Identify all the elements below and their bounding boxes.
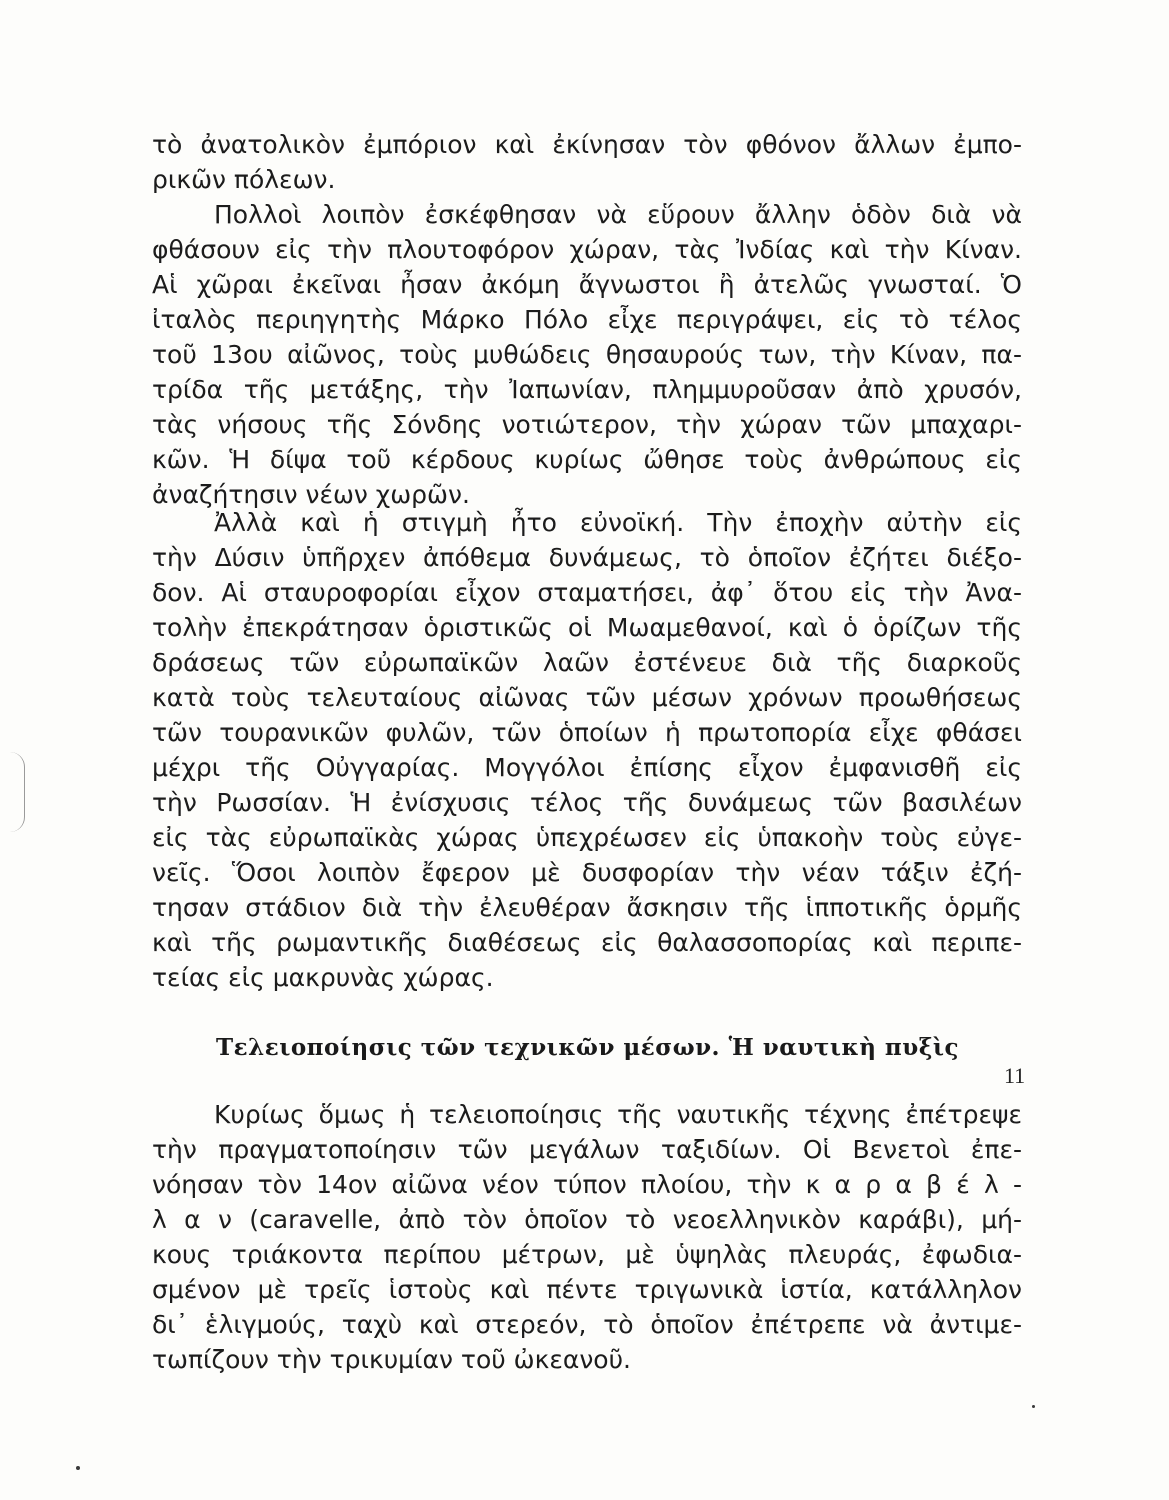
text-line: φθάσουν εἰς τὴν πλουτοφόρον χώραν, τὰς Ἰνδίας καὶ τὴν Κίναν. bbox=[152, 235, 1022, 264]
paragraph-4 bbox=[152, 1097, 1022, 1377]
text-line: τρίδα τῆς μετάξης, τὴν Ἰαπωνίαν, πλημμυροῦσαν ἀπὸ χρυσόν, bbox=[152, 375, 1022, 404]
scan-dust-mark bbox=[76, 1466, 80, 1470]
text-line: Πολλοὶ λοιπὸν ἐσκέφθησαν νὰ εὕρουν ἄλλην ὁδὸν διὰ νὰ bbox=[214, 200, 1022, 229]
text-line: ἀναζήτησιν νέων χωρῶν. bbox=[152, 480, 470, 509]
page-number: 11 bbox=[1004, 1063, 1026, 1088]
paragraph-3 bbox=[152, 505, 1022, 995]
text-line: ἰταλὸς περιηγητὴς Μάρκο Πόλο εἶχε περιγράψει, εἰς τὸ τέλος bbox=[152, 305, 1022, 334]
text-line: ρικῶν πόλεων. bbox=[152, 165, 336, 194]
text-line: κους τριάκοντα περίπου μέτρων, μὲ ὑψηλὰς πλευράς, ἐφωδια- bbox=[152, 1240, 1022, 1269]
text-line: Αἱ χῶραι ἐκεῖναι ἦσαν ἀκόμη ἄγνωστοι ἢ ἀτελῶς γνωσταί. Ὁ bbox=[152, 270, 1022, 299]
text-line: νεῖς. Ὅσοι λοιπὸν ἔφερον μὲ δυσφορίαν τὴν νέαν τάξιν ἐζή- bbox=[152, 858, 1022, 887]
text-line: τὴν πραγματοποίησιν τῶν μεγάλων ταξιδίων. Οἱ Βενετοὶ ἐπε- bbox=[152, 1135, 1022, 1164]
scan-dust-mark bbox=[1032, 1405, 1035, 1408]
text-line: Ἀλλὰ καὶ ἡ στιγμὴ ἦτο εὐνοϊκή. Τὴν ἐποχὴν αὐτὴν εἰς bbox=[214, 508, 1022, 537]
text-line: κατὰ τοὺς τελευταίους αἰῶνας τῶν μέσων χρόνων προωθήσεως bbox=[152, 683, 1022, 712]
text-line: κῶν. Ἡ δίψα τοῦ κέρδους κυρίως ὤθησε τοὺς ἀνθρώπους εἰς bbox=[152, 445, 1022, 474]
text-line: τωπίζουν τὴν τρικυμίαν τοῦ ὠκεανοῦ. bbox=[152, 1345, 632, 1374]
text-line: δράσεως τῶν εὐρωπαϊκῶν λαῶν ἐστένευε διὰ τῆς διαρκοῦς bbox=[152, 648, 1022, 677]
text-line: μέχρι τῆς Οὐγγαρίας. Μογγόλοι ἐπίσης εἶχον ἐμφανισθῆ εἰς bbox=[152, 753, 1022, 782]
section-heading: Τελειοποίησις τῶν τεχνικῶν μέσων. Ἡ ναυτικὴ πυξὶς bbox=[216, 1034, 959, 1061]
text-line: λ α ν (caravelle, ἀπὸ τὸν ὁποῖον τὸ νεοελληνικὸν καράβι), μή- bbox=[152, 1205, 1022, 1234]
text-line: τολὴν ἐπεκράτησαν ὁριστικῶς οἱ Μωαμεθανοί, καὶ ὁ ὁρίζων τῆς bbox=[152, 613, 1022, 642]
text-line: τὸ ἀνατολικὸν ἐμπόριον καὶ ἐκίνησαν τὸν φθόνον ἄλλων ἐμπο- bbox=[152, 130, 1022, 159]
text-line: τησαν στάδιον διὰ τὴν ἐλευθέραν ἄσκησιν τῆς ἱπποτικῆς ὁρμῆς bbox=[152, 893, 1022, 922]
text-line: δι᾿ ἑλιγμούς, ταχὺ καὶ στερεόν, τὸ ὁποῖον ἐπέτρεπε νὰ ἀντιμε- bbox=[152, 1310, 1022, 1339]
text-line: τοῦ 13ου αἰῶνος, τοὺς μυθώδεις θησαυρούς των, τὴν Κίναν, πα- bbox=[152, 340, 1022, 369]
text-line: εἰς τὰς εὐρωπαϊκὰς χώρας ὑπεχρέωσεν εἰς ὑπακοὴν τοὺς εὐγε- bbox=[152, 823, 1022, 852]
text-line: τὴν Ρωσσίαν. Ἡ ἐνίσχυσις τέλος τῆς δυνάμεως τῶν βασιλέων bbox=[152, 788, 1022, 817]
text-line: τὰς νήσους τῆς Σόνδης νοτιώτερον, τὴν χώραν τῶν μπαχαρι- bbox=[152, 410, 1022, 439]
paragraph-1 bbox=[152, 127, 1022, 197]
text-line: Κυρίως ὅμως ἡ τελειοποίησις τῆς ναυτικῆς τέχνης ἐπέτρεψε bbox=[214, 1100, 1022, 1129]
text-line: τῶν τουρανικῶν φυλῶν, τῶν ὁποίων ἡ πρωτοπορία εἶχε φθάσει bbox=[152, 718, 1022, 747]
text-line: νόησαν τὸν 14ον αἰῶνα νέον τύπον πλοίου, τὴν κ α ρ α β έ λ - bbox=[152, 1170, 1022, 1199]
paragraph-2 bbox=[152, 197, 1022, 512]
text-line: τείας εἰς μακρυνὰς χώρας. bbox=[152, 963, 494, 992]
text-line: καὶ τῆς ρωμαντικῆς διαθέσεως εἰς θαλασσοπορίας καὶ περιπε- bbox=[152, 928, 1022, 957]
text-line: δον. Αἱ σταυροφορίαι εἶχον σταματήσει, ἀφ᾿ ὅτου εἰς τὴν Ἀνα- bbox=[152, 578, 1022, 607]
text-line: σμένον μὲ τρεῖς ἱστοὺς καὶ πέντε τριγωνικὰ ἱστία, κατάλληλον bbox=[152, 1275, 1022, 1304]
text-line: τὴν Δύσιν ὑπῆρχεν ἀπόθεμα δυνάμεως, τὸ ὁποῖον ἐζήτει διέξο- bbox=[152, 543, 1022, 572]
page-edge-mark bbox=[10, 752, 25, 832]
